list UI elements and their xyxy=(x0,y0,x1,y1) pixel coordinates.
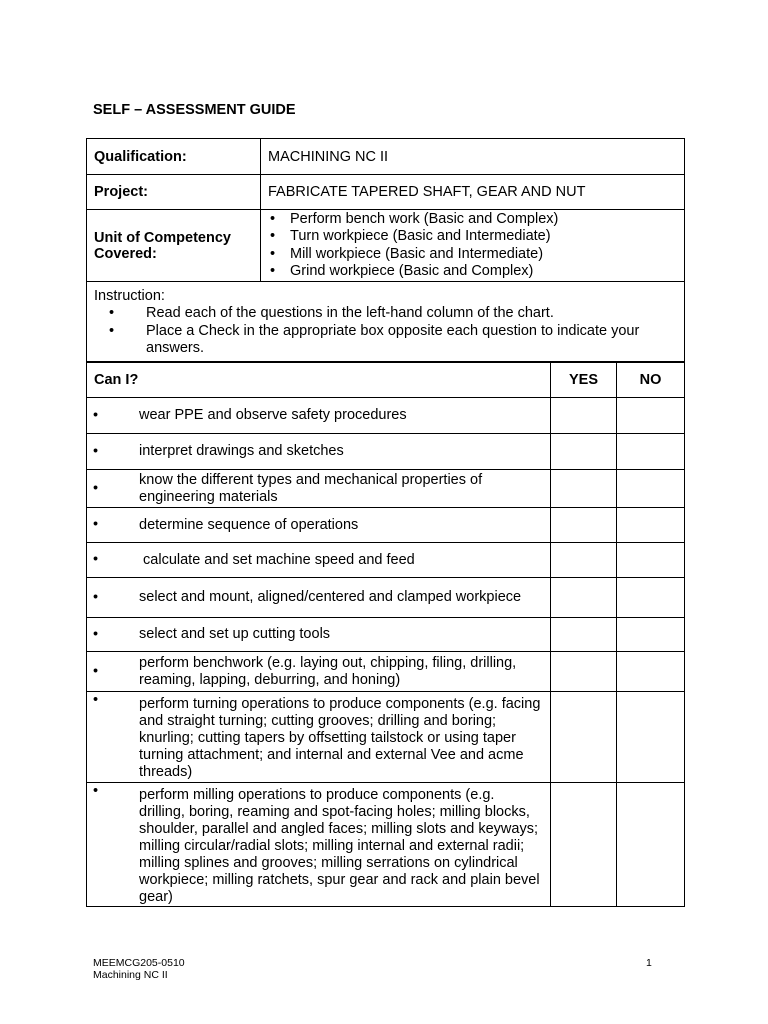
no-header: NO xyxy=(617,363,685,398)
table-row xyxy=(87,692,685,783)
no-checkbox[interactable] xyxy=(617,508,685,543)
yes-checkbox[interactable] xyxy=(551,434,617,470)
unit-item: • Turn workpiece (Basic and Intermediate) xyxy=(268,228,677,246)
yes-checkbox[interactable] xyxy=(551,692,617,783)
document-code: MEEMCG205-0510 xyxy=(93,957,185,969)
instruction-label: Instruction: xyxy=(94,288,165,304)
instruction-list xyxy=(94,305,677,358)
can-i-header: Can I? xyxy=(87,363,551,398)
question-text: • perform milling operations to produce components (e.g. drilling, boring, reaming and spot-facing holes; milling blocks, shoulder, parallel and angled faces; milling slots and keyways; milling circular/radial slots; milling internal and external radii; milling splines and grooves; milling serrations on cylindrical workpiece; milling ratchets, spur gear and rack and plain bevel gear) xyxy=(87,783,551,907)
yes-checkbox[interactable] xyxy=(551,783,617,907)
table-row xyxy=(87,783,685,907)
unit-item: • Grind workpiece (Basic and Complex) xyxy=(268,263,677,281)
qualification-label: Qualification: xyxy=(87,139,261,175)
no-checkbox[interactable] xyxy=(617,578,685,618)
unit-item: • Mill workpiece (Basic and Intermediate) xyxy=(268,246,677,264)
question-text: • know the different types and mechanical properties of engineering materials xyxy=(87,470,551,508)
table-row xyxy=(87,618,685,652)
no-checkbox[interactable] xyxy=(617,652,685,692)
instruction-item: • Read each of the questions in the left-hand column of the chart. xyxy=(94,305,677,323)
yes-checkbox[interactable] xyxy=(551,543,617,578)
unit-label: Unit of Competency Covered: xyxy=(87,210,261,282)
no-checkbox[interactable] xyxy=(617,783,685,907)
table-row xyxy=(87,508,685,543)
unit-list-cell xyxy=(261,210,685,282)
footer xyxy=(93,957,185,981)
no-checkbox[interactable] xyxy=(617,470,685,508)
table-row xyxy=(87,470,685,508)
yes-checkbox[interactable] xyxy=(551,508,617,543)
yes-checkbox[interactable] xyxy=(551,618,617,652)
no-checkbox[interactable] xyxy=(617,618,685,652)
no-checkbox[interactable] xyxy=(617,398,685,434)
qualification-name: Machining NC II xyxy=(93,969,168,981)
table-row xyxy=(87,434,685,470)
table-row xyxy=(87,652,685,692)
page-number: 1 xyxy=(646,957,652,969)
question-text: • perform turning operations to produce components (e.g. facing and straight turning; cutting grooves; drilling and boring; knurling; cutting tapers by offsetting tailstock or using taper turning attachment; and internal and external Vee and acme threads) xyxy=(87,692,551,783)
project-value: FABRICATE TAPERED SHAFT, GEAR AND NUT xyxy=(261,175,685,210)
question-text: • perform benchwork (e.g. laying out, chipping, filing, drilling, reaming, lapping, deburring, and honing) xyxy=(87,652,551,692)
unit-item: • Perform bench work (Basic and Complex) xyxy=(268,211,677,229)
table-row xyxy=(87,578,685,618)
yes-checkbox[interactable] xyxy=(551,398,617,434)
question-text: • determine sequence of operations xyxy=(87,508,551,543)
question-text: • select and mount, aligned/centered and clamped workpiece xyxy=(87,578,551,618)
yes-header: YES xyxy=(551,363,617,398)
qualification-table xyxy=(86,138,685,362)
page-title: SELF – ASSESSMENT GUIDE xyxy=(93,102,296,118)
table-row xyxy=(87,543,685,578)
no-checkbox[interactable] xyxy=(617,434,685,470)
project-label: Project: xyxy=(87,175,261,210)
question-text: • select and set up cutting tools xyxy=(87,618,551,652)
unit-list xyxy=(268,211,677,281)
yes-checkbox[interactable] xyxy=(551,470,617,508)
self-assessment-checklist xyxy=(86,362,685,907)
qualification-value: MACHINING NC II xyxy=(261,139,685,175)
question-text: • interpret drawings and sketches xyxy=(87,434,551,470)
table-row xyxy=(87,398,685,434)
yes-checkbox[interactable] xyxy=(551,578,617,618)
question-text: • calculate and set machine speed and feed xyxy=(87,543,551,578)
instruction-cell xyxy=(87,282,685,362)
no-checkbox[interactable] xyxy=(617,543,685,578)
question-text: • wear PPE and observe safety procedures xyxy=(87,398,551,434)
no-checkbox[interactable] xyxy=(617,692,685,783)
instruction-item: • Place a Check in the appropriate box opposite each question to indicate your answers. xyxy=(94,323,677,358)
yes-checkbox[interactable] xyxy=(551,652,617,692)
